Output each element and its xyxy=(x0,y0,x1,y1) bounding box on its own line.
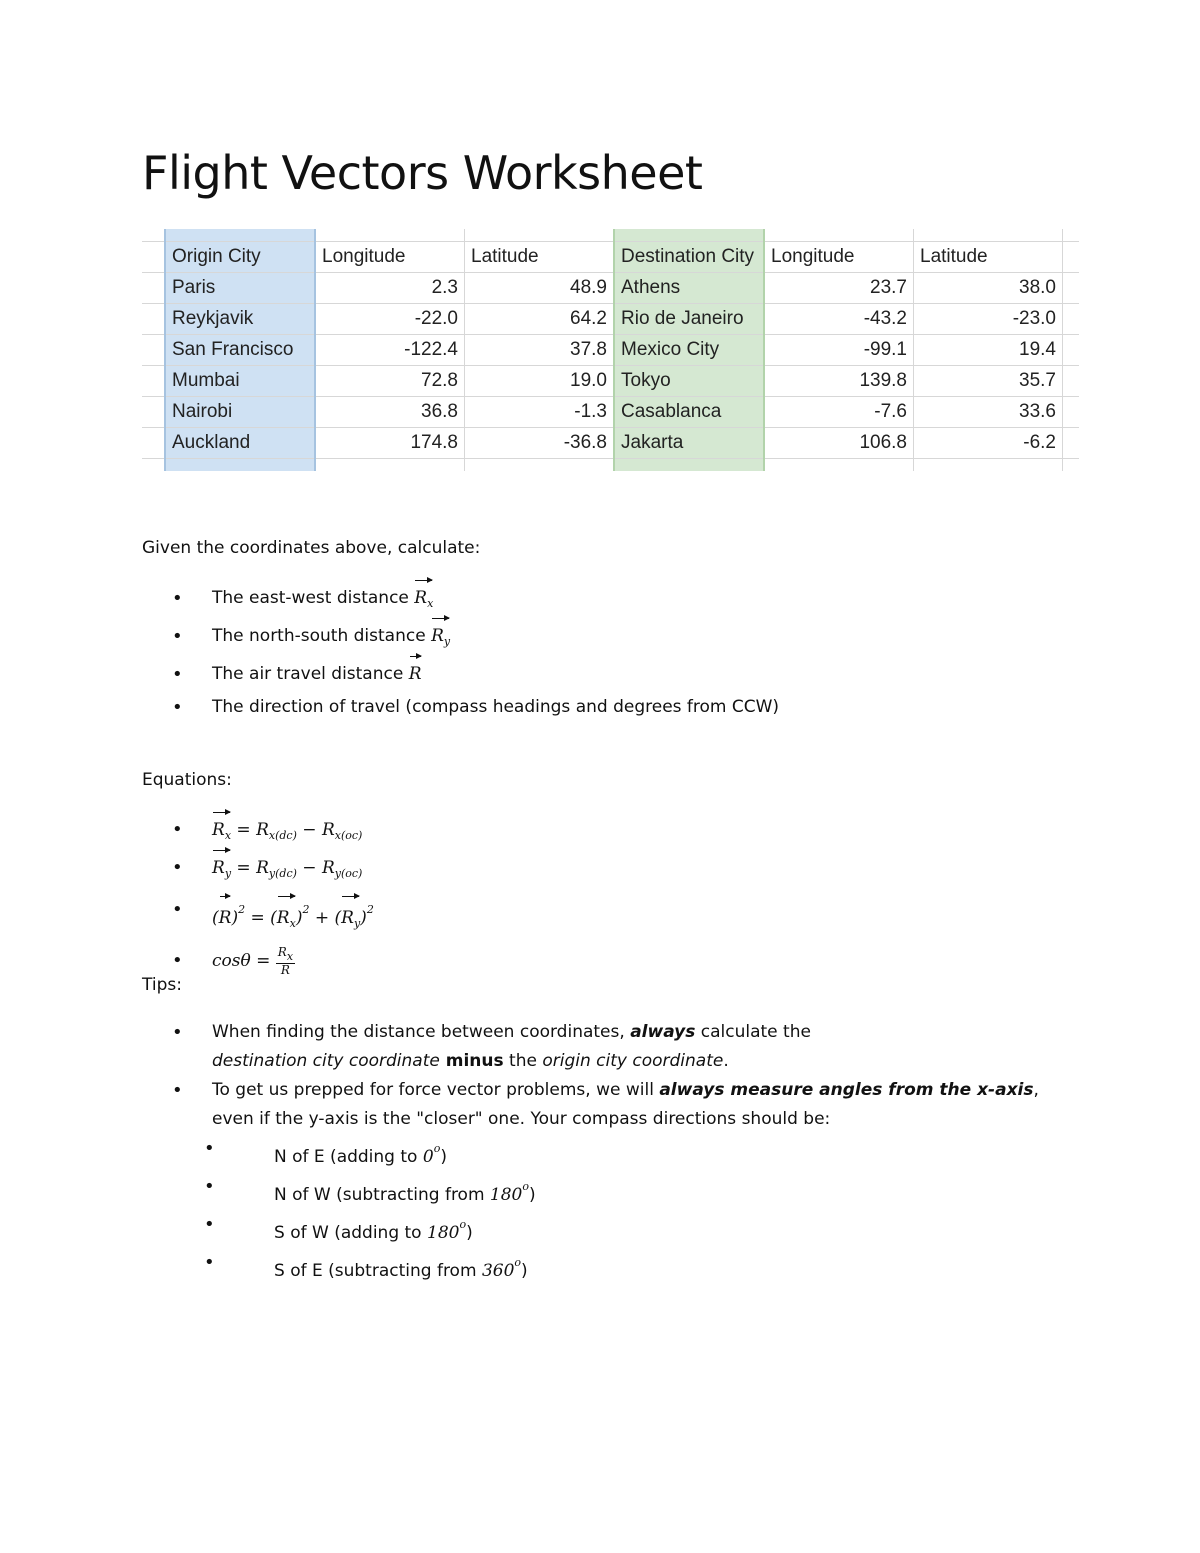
tip1-text-f: the xyxy=(503,1051,543,1071)
list-item xyxy=(172,1076,1039,1286)
list-item xyxy=(172,582,779,620)
destination-longitude: -7.6 xyxy=(764,397,914,428)
equation-ry: • $R_y = R_{y(dc)} - R_{y(oc)}$ xyxy=(172,852,374,890)
origin-latitude: -36.8 xyxy=(465,428,615,459)
compass-angle: 0 xyxy=(422,1147,434,1167)
destination-city: Casablanca xyxy=(614,397,764,428)
tips-list xyxy=(172,1018,1039,1286)
origin-city: Auckland xyxy=(165,428,315,459)
origin-longitude: 174.8 xyxy=(315,428,465,459)
origin-longitude-header: Longitude xyxy=(315,242,465,273)
table-row xyxy=(142,304,1079,335)
tip1-text-c: calculate the xyxy=(695,1022,811,1042)
compass-angle: 360 xyxy=(481,1261,515,1281)
destination-longitude-header: Longitude xyxy=(764,242,914,273)
compass-angle: 180 xyxy=(427,1223,460,1243)
compass-label: S of W (adding to xyxy=(274,1223,427,1243)
destination-latitude: 38.0 xyxy=(914,273,1063,304)
task-list xyxy=(172,582,779,724)
compass-end: ) xyxy=(521,1261,528,1281)
table-header-row xyxy=(142,242,1079,273)
origin-longitude: -122.4 xyxy=(315,335,465,366)
destination-latitude: 19.4 xyxy=(914,335,1063,366)
coordinates-table xyxy=(142,229,1079,471)
tip1-text-a: When finding the distance between coordinates, xyxy=(212,1022,631,1042)
origin-latitude: 64.2 xyxy=(465,304,615,335)
origin-latitude-header: Latitude xyxy=(465,242,615,273)
tip2-comma: , xyxy=(1033,1080,1039,1100)
list-item xyxy=(172,620,779,658)
compass-list xyxy=(212,1134,1039,1286)
list-item xyxy=(172,691,779,724)
destination-city: Rio de Janeiro xyxy=(614,304,764,335)
table-row xyxy=(142,366,1079,397)
destination-city: Tokyo xyxy=(614,366,764,397)
origin-longitude: 2.3 xyxy=(315,273,465,304)
compass-item: • S of E (subtracting from 360$^o$) xyxy=(244,1248,1039,1286)
list-item xyxy=(172,658,779,691)
task-east-west: The east-west distance xyxy=(212,588,409,608)
equation-pythagorean: • $(R)^2 = (R_x)^2 + (R_y)^2$ xyxy=(172,890,374,944)
table-row xyxy=(142,273,1079,304)
table-row xyxy=(142,335,1079,366)
destination-latitude: -6.2 xyxy=(914,428,1063,459)
destination-longitude: 23.7 xyxy=(764,273,914,304)
destination-latitude-header: Latitude xyxy=(914,242,1063,273)
destination-longitude: -43.2 xyxy=(764,304,914,335)
compass-end: ) xyxy=(440,1147,447,1167)
origin-city: Reykjavik xyxy=(165,304,315,335)
origin-city: Mumbai xyxy=(165,366,315,397)
compass-label: S of E (subtracting from xyxy=(274,1261,482,1281)
compass-label: N of E (adding to xyxy=(274,1147,423,1167)
intro-text: Given the coordinates above, calculate: xyxy=(142,538,481,558)
tip1-period: . xyxy=(723,1051,729,1071)
equations-list xyxy=(172,814,374,978)
destination-city-header: Destination City xyxy=(614,242,764,273)
r-vector-symbol: R xyxy=(409,664,422,684)
destination-latitude: 35.7 xyxy=(914,366,1063,397)
origin-city-header: Origin City xyxy=(165,242,315,273)
destination-city: Athens xyxy=(614,273,764,304)
destination-latitude: -23.0 xyxy=(914,304,1063,335)
compass-item: • S of W (adding to 180$^o$) xyxy=(244,1210,1039,1248)
equation-rx: • $R_x = R_{x(dc)} - R_{x(oc)}$ xyxy=(172,814,374,852)
destination-city: Mexico City xyxy=(614,335,764,366)
compass-item: • N of W (subtracting from 180$^o$) xyxy=(244,1172,1039,1210)
task-air-travel: The air travel distance xyxy=(212,664,404,684)
task-direction: The direction of travel (compass headings and degrees from CCW) xyxy=(212,697,780,717)
destination-city: Jakarta xyxy=(614,428,764,459)
table-row xyxy=(142,428,1079,459)
tip1-minus: minus xyxy=(439,1051,504,1071)
origin-longitude: 72.8 xyxy=(315,366,465,397)
list-item xyxy=(172,1018,1039,1076)
origin-latitude: 48.9 xyxy=(465,273,615,304)
tip1-origin-coordinate: origin city coordinate xyxy=(542,1051,724,1071)
tip2-text-a: To get us prepped for force vector problems, we will xyxy=(212,1080,660,1100)
origin-latitude: 37.8 xyxy=(465,335,615,366)
destination-longitude: 139.8 xyxy=(764,366,914,397)
origin-latitude: -1.3 xyxy=(465,397,615,428)
tip2-text-d: even if the y-axis is the "closer" one. Your compass directions should be: xyxy=(212,1109,831,1129)
table-row xyxy=(142,397,1079,428)
ry-vector-symbol: $R_y$ xyxy=(431,626,450,646)
origin-latitude: 19.0 xyxy=(465,366,615,397)
origin-longitude: -22.0 xyxy=(315,304,465,335)
origin-city: San Francisco xyxy=(165,335,315,366)
tip1-destination-coordinate: destination city coordinate xyxy=(212,1051,440,1071)
compass-end: ) xyxy=(466,1223,473,1243)
compass-angle: 180 xyxy=(489,1185,523,1205)
equation-cosine: • cosθ = $\frac{R_x}{R}$ xyxy=(172,944,374,978)
destination-latitude: 33.6 xyxy=(914,397,1063,428)
compass-end: ) xyxy=(529,1185,536,1205)
equations-label: Equations: xyxy=(142,770,232,790)
origin-longitude: 36.8 xyxy=(315,397,465,428)
rx-vector-symbol: $R_x$ xyxy=(414,588,433,608)
tips-label: Tips: xyxy=(142,975,182,995)
tip1-emphasis-always: always xyxy=(630,1022,696,1042)
tip2-emphasis: always measure angles from the x-axis xyxy=(659,1080,1034,1100)
page-title: Flight Vectors Worksheet xyxy=(142,146,703,200)
compass-label: N of W (subtracting from xyxy=(274,1185,490,1205)
destination-longitude: 106.8 xyxy=(764,428,914,459)
task-north-south: The north-south distance xyxy=(212,626,426,646)
origin-city: Nairobi xyxy=(165,397,315,428)
compass-item: • N of E (adding to 0$^o$) xyxy=(244,1134,1039,1172)
origin-city: Paris xyxy=(165,273,315,304)
destination-longitude: -99.1 xyxy=(764,335,914,366)
